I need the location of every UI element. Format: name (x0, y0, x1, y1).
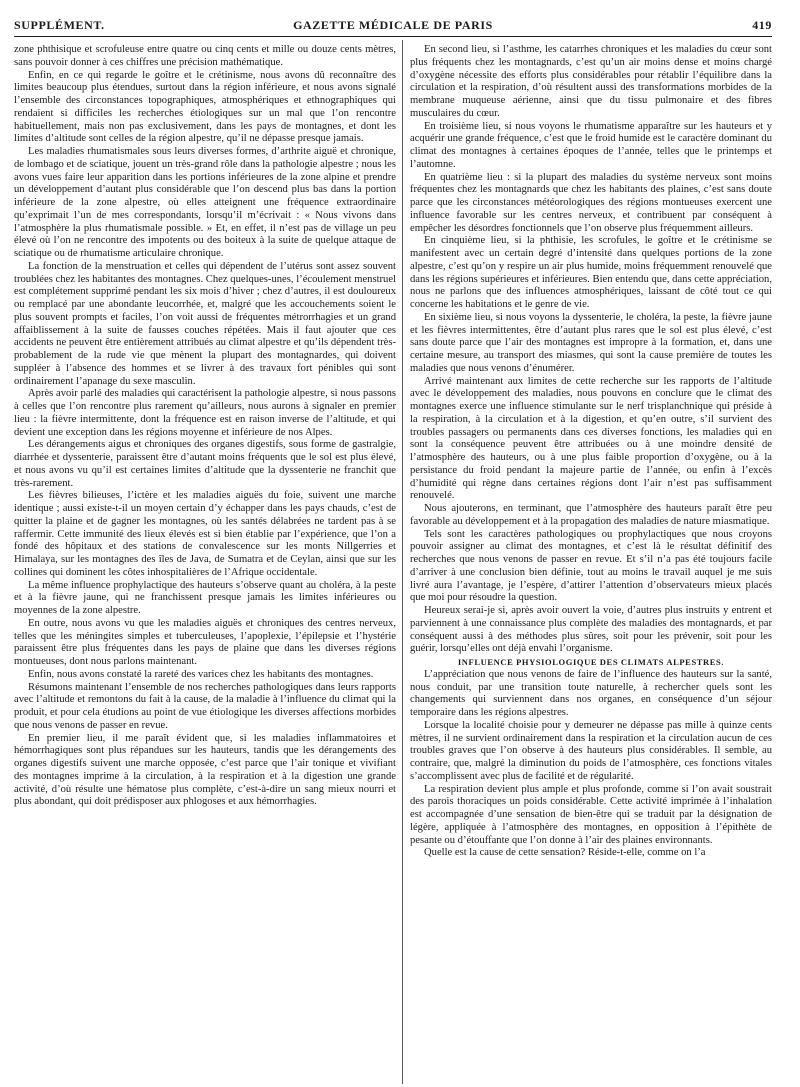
paragraph: La respiration devient plus ample et plus profonde, comme si l’on avait soustrait des parois thoraciques un poids considérable. Cette activité imprimée à l’inhalation est accompagnée d’une sensation de bien-être qui se traduit par la désignation de légère, appliquée à l’atmosphère des montagnes, en opposition à l’épithète de pesante ou d’étouffante que l’on donne à l’air des plaines environnants. (410, 783, 772, 846)
left-column (14, 44, 396, 1084)
paragraph: En second lieu, si l’asthme, les catarrhes chroniques et les maladies du cœur sont plus fréquents chez les montagnards, c’est qu’un air moins dense et moins chargé d’oxygène nécessite des efforts plus considérables pour rétablir l’équilibre dans la circulation et la respiration, d’où résultent aussi des transformations morbides de la membrane muqueuse aérienne, ainsi que du tissu pulmonaire et des fibres musculaires du cœur. (410, 44, 772, 119)
paragraph: Nous ajouterons, en terminant, que l’atmosphère des hauteurs paraît être peu favorable au développement et à la propagation des maladies de nature miasmatique. (410, 503, 772, 527)
column-divider (402, 40, 403, 1084)
section-heading: INFLUENCE PHYSIOLOGIQUE DES CLIMATS ALPESTRES. (457, 657, 725, 667)
paragraph: Tels sont les caractères pathologiques ou prophylactiques que nous croyons pouvoir assigner au climat des montagnes, et c’est là le résultat définitif des recherches que nous venons de passer en revue. Et s’il n’a pas été toujours facile d’arriver à une conclusion bien définie, tout au moins le travail auquel je me suis livré aura l’avantage, je l’espère, d’attirer l’attention d’observateurs mieux placés que moi pour résoudre la question. (410, 528, 772, 604)
paragraph: zone phthisique et scrofuleuse entre quatre ou cinq cents et mille ou douze cents mètres, sans pouvoir donner à ces chiffres une précision mathématique. (14, 44, 396, 68)
paragraph: En cinquième lieu, si la phthisie, les scrofules, le goître et le crétinisme se manifestent avec un certain degré d’intensité dans quelques portions de la zone alpestre, c’est qu’on y respire un air plus humide, moins fréquemment renouvelé que dans les régions supérieures et inférieures. Bien entendu que, dans cette appréciation, nous ne parlons que des influences atmosphériques, laissant de côté tout ce qui concerne les habitations et le genre de vie. (410, 235, 772, 310)
paragraph: Enfin, en ce qui regarde le goître et le crétinisme, nous avons dû reconnaître des limites beaucoup plus étendues, surtout dans la région inférieure, et nous avons signalé l’ensemble des circonstances topographiques, atmosphériques et ethnographiques qui rendaient si difficiles les recherches étiologiques sur un mal que l’on rencontre habituellement, mais non pas exclusivement, dans les pays de montagnes, et dont les limites d’altitude sont celles de la région alpestre, qu’il ne dépasse presque jamais. (14, 69, 396, 145)
paragraph: Heureux serai-je si, après avoir ouvert la voie, d’autres plus instruits y entrent et parviennent à une connaissance plus complète des maladies des montagnards, et par conséquent aussi à des méthodes plus sûres, soit pour les prévenir, soit pour les guérir, lorsqu’elles ont déjà envahi l’organisme. (410, 605, 772, 655)
paragraph: En premier lieu, il me paraît évident que, si les maladies inflammatoires et hémorrhagiques sont plus répandues sur les hauteurs, tandis que les dérangements des organes digestifs suivent une marche opposée, c’est parce que l’air tonique et vivifiant des montagnes imprime à la circulation, à la respiration et à la digestion une grande activité, d’où résulte une hématose plus complète, c’est-à-dire un sang mieux nourri et plus abondant, qui doit prédisposer aux phlogoses et aux hémorrhagies. (14, 732, 396, 808)
paragraph: Résumons maintenant l’ensemble de nos recherches pathologiques dans leurs rapports avec l’altitude et remontons du fait à la cause, de la maladie à l’influence du climat qui la produit, et pour cela étudions au point de vue étiologique les diverses affections morbides que nous venons de passer en revue. (14, 681, 396, 731)
paragraph: Lorsque la localité choisie pour y demeurer ne dépasse pas mille à quinze cents mètres, il ne survient ordinairement dans la respiration et la circulation aucun de ces troubles graves que l’on observe à des hauteurs plus considérables. Il semble, au contraire, que, malgré la diminution du poids de l’atmosphère, ces fonctions vitales s’accomplissent avec plus de facilité et de régularité. (410, 719, 772, 782)
right-column (410, 44, 772, 1084)
page-header (14, 18, 772, 34)
paragraph: L’appréciation que nous venons de faire de l’influence des hauteurs sur la santé, nous conduit, par une transition toute naturelle, à rechercher quels sont les changements qui surviennent dans nos organes, en conséquence d’un séjour temporaire dans les régions alpestres. (410, 668, 772, 718)
paragraph: En troisième lieu, si nous voyons le rhumatisme apparaître sur les hauteurs et y acquérir une grande fréquence, c’est que le froid humide est le caractère dominant du climat des montagnes à certaines époques de l’année, telles que le printemps et l’automne. (410, 120, 772, 170)
supplement-label: SUPPLÉMENT. (14, 18, 105, 32)
paragraph: La fonction de la menstruation et celles qui dépendent de l’utérus sont assez souvent troublées chez les habitantes des montagnes. Chez quelques-unes, l’écoulement menstruel est complétement supprimé pendant les six mois d’hiver ; chez d’autres, il est douloureux ou remplacé par une abondante leucorrhée, et, malgré que les accouchements soient le plus souvent prompts et faciles, l’on voit aussi de fréquentes métrorrhagies et un grand affaiblissement à la suite de fausses couches répétées. Mais il faut ajouter que ces accidents ne peuvent être entièrement attribués au climat alpestre et qu’ils dépendent très-probablement de la rude vie que mènent la plupart des montagnardes, qui doivent suppléer à l’absence des hommes et se livrer à des travaux fort pénibles qui sont ordinairement l’apanage du sexe masculin. (14, 260, 396, 387)
paragraph: Les dérangements aigus et chroniques des organes digestifs, sous forme de gastralgie, diarrhée et dyssenterie, paraissent être d’autant moins fréquents que le sol est plus élevé, et nous avons vu qu’il est certaines limites d’altitude que la dyssenterie ne franchit que très-rarement. (14, 439, 396, 489)
paragraph: Après avoir parlé des maladies qui caractérisent la pathologie alpestre, si nous passons à celles que l’on rencontre plus rarement qu’ailleurs, nous aurons à signaler en premier lieu : la fièvre intermittente, dont la fréquence est en raison inverse de l’altitude, et qui devient une exception dans les régions moyenne et inférieure de nos Alpes. (14, 388, 396, 438)
paragraph: Enfin, nous avons constaté la rareté des varices chez les habitants des montagnes. (28, 668, 374, 680)
paragraph: En outre, nous avons vu que les maladies aiguës et chroniques des centres nerveux, telles que les méningites simples et tuberculeuses, l’apoplexie, l’épilepsie et l’hystérie paraissent être plus fréquentes dans les pays de plaine que dans les diverses régions montueuses, dont nous parlons maintenant. (14, 617, 396, 667)
paragraph: En sixième lieu, si nous voyons la dyssenterie, le choléra, la peste, la fièvre jaune et les fièvres intermittentes, être d’autant plus rares que le sol est plus élevé, c’est sans doute parce que l’air des montagnes est impropre à la formation, et, dans une certaine mesure, au transport des miasmes, qui sont la cause première de toutes les maladies que nous venons d’énumérer. (410, 311, 772, 374)
header-rule (14, 36, 772, 37)
paragraph: Les fièvres bilieuses, l’ictère et les maladies aiguës du foie, suivent une marche identique ; aussi existe-t-il un moyen certain d’y échapper dans les pays chauds, c’est de quitter la plaine et de gagner les montagnes, où les santés délabrées ne tardent pas à se raffermir. Cette immunité des lieux élevés est si bien établie par l’expérience, que l’on a fondé des hôpitaux et des stations de convalescence sur les monts Nillgerries et Himalaya, sur les montagnes des îles de Java, de Sumatra et de Ceylan, ainsi que sur les collines qui dominent les côtes inhospitalières de l’Afrique occidentale. (14, 490, 396, 578)
paragraph: En quatrième lieu : si la plupart des maladies du système nerveux sont moins fréquentes chez les montagnards que chez les habitants des plaines, c’est sans doute parce que les circonstances météorologiques des régions montueuses exercent une influence favorable sur les centres nerveux, et contribuent par conséquent à empêcher les désordres fonctionnels que l’on observe plus fréquemment ailleurs. (410, 171, 772, 234)
journal-title: GAZETTE MÉDICALE DE PARIS (293, 18, 493, 32)
paragraph: Quelle est la cause de cette sensation? Réside-t-elle, comme on l’a (424, 847, 706, 859)
paragraph: Arrivé maintenant aux limites de cette recherche sur les rapports de l’altitude avec le développement des maladies, nous pouvons en conclure que le climat des montagnes exerce une influence stimulante sur le nerf trisplanchnique qui préside à la respiration, à la circulation et à la digestion, et qu’en outre, s’il survient des troubles passagers ou permanents dans ces diverses fonctions, les maladies qui en sont la conséquence peuvent être attribuées ou à une moindre densité de l’atmosphère des hauteurs, ou à une plus faible proportion d’oxygène, ou à la persistance du froid pendant la majeure partie de l’année, ou enfin à l’excès d’humidité qui règne dans certaines régions dont l’air n’est pas suffisamment renouvelé. (410, 375, 772, 502)
paragraph: La même influence prophylactique des hauteurs s’observe quant au choléra, à la peste et à la fièvre jaune, qui ne franchissent presque jamais les limites inférieures ou moyennes de la zone alpestre. (14, 579, 396, 616)
paragraph: Les maladies rhumatismales sous leurs diverses formes, d’arthrite aiguë et chronique, de lombago et de sciatique, jouent un très-grand rôle dans la pathologie alpestre ; nous les avons vues faire leur apparition dans les portions inférieures de la zone alpine et prendre un développement d’autant plus considérable que l’on descend plus bas dans la portion inférieure de la zone alpestre, où elles atteignent une fréquence extraordinaire qu’exprimait l’un de mes correspondants, lorsqu’il m’écrivait : « Nous vivons dans l’atmosphère la plus rhumatismale possible. » Et, en effet, il n’est pas de village un peu élevé où l’on ne rencontre des impotents ou des boiteux à la suite de quelque attaque de sciatique ou de rhumatisme articulaire chronique. (14, 146, 396, 259)
page-number: 419 (752, 18, 772, 32)
